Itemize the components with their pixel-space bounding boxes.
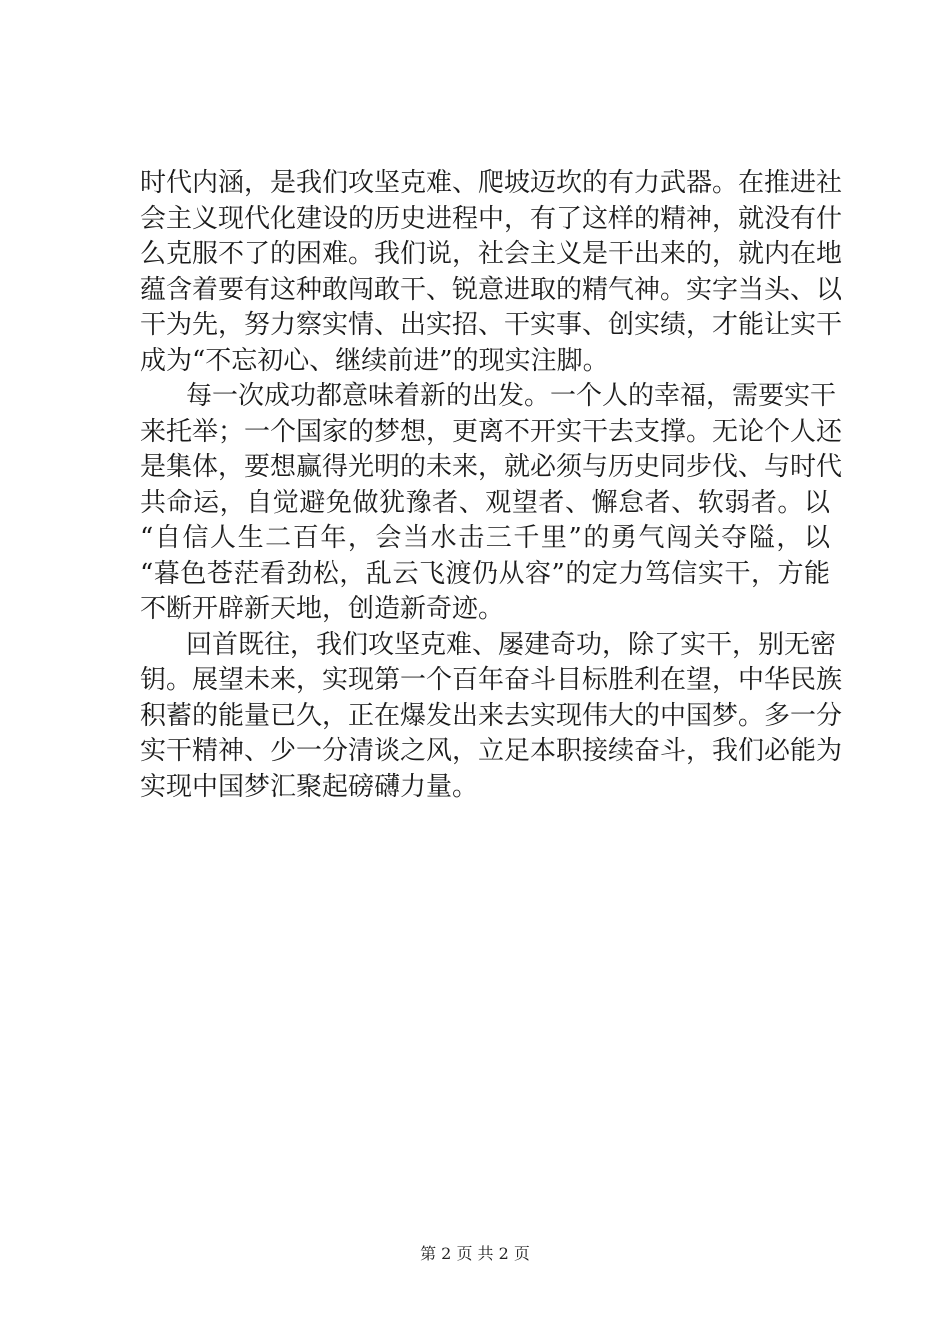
page-footer: 第 2 页 共 2 页: [420, 1244, 530, 1263]
text-line: 回首既往，我们攻坚克难、屡建奇功，除了实干，别无密: [186, 629, 837, 660]
text-line: “自信人生二百年，会当水击三千里”的勇气闯关夺隘，以: [140, 523, 830, 553]
text-line: 成为“不忘初心、继续前进”的现实注脚。: [140, 345, 609, 376]
text-line: 不断开辟新天地，创造新奇迹。: [140, 594, 505, 624]
text-line: 共命运，自觉避免做犹豫者、观望者、懈怠者、软弱者。以: [140, 487, 830, 518]
text-line: 么克服不了的困难。我们说，社会主义是干出来的，就内在地: [140, 239, 843, 269]
text-line: 是集体，要想赢得光明的未来，就必须与历史同步伐、与时代: [140, 452, 843, 482]
text-line: 实现中国梦汇聚起磅礴力量。: [140, 771, 479, 802]
text-line: 积蓄的能量已久，正在爆发出来去实现伟大的中国梦。多一分: [140, 700, 843, 731]
text-line: “暮色苍茫看劲松，乱云飞渡仍从容”的定力笃信实干，方能: [140, 558, 830, 589]
text-line: 每一次成功都意味着新的出发。一个人的幸福，需要实干: [186, 381, 837, 411]
text-line: 钥。展望未来，实现第一个百年奋斗目标胜利在望，中华民族: [140, 665, 843, 695]
text-line: 时代内涵，是我们攻坚克难、爬坡迈坎的有力武器。在推进社: [140, 168, 843, 198]
text-line: 实干精神、少一分清谈之风，立足本职接续奋斗，我们必能为: [140, 736, 843, 766]
text-line: 干为先，努力察实情、出实招、干实事、创实绩，才能让实干: [140, 310, 843, 340]
document-body: [140, 166, 843, 805]
text-line: 蕴含着要有这种敢闯敢干、锐意进取的精气神。实字当头、以: [140, 274, 843, 305]
text-line: 来托举；一个国家的梦想，更离不开实干去支撑。无论个人还: [140, 416, 843, 447]
text-line: 会主义现代化建设的历史进程中，有了这样的精神，就没有什: [140, 203, 843, 234]
paragraph-3: [140, 628, 843, 806]
paragraph-2: [140, 379, 843, 628]
paragraph-1: [140, 166, 843, 379]
